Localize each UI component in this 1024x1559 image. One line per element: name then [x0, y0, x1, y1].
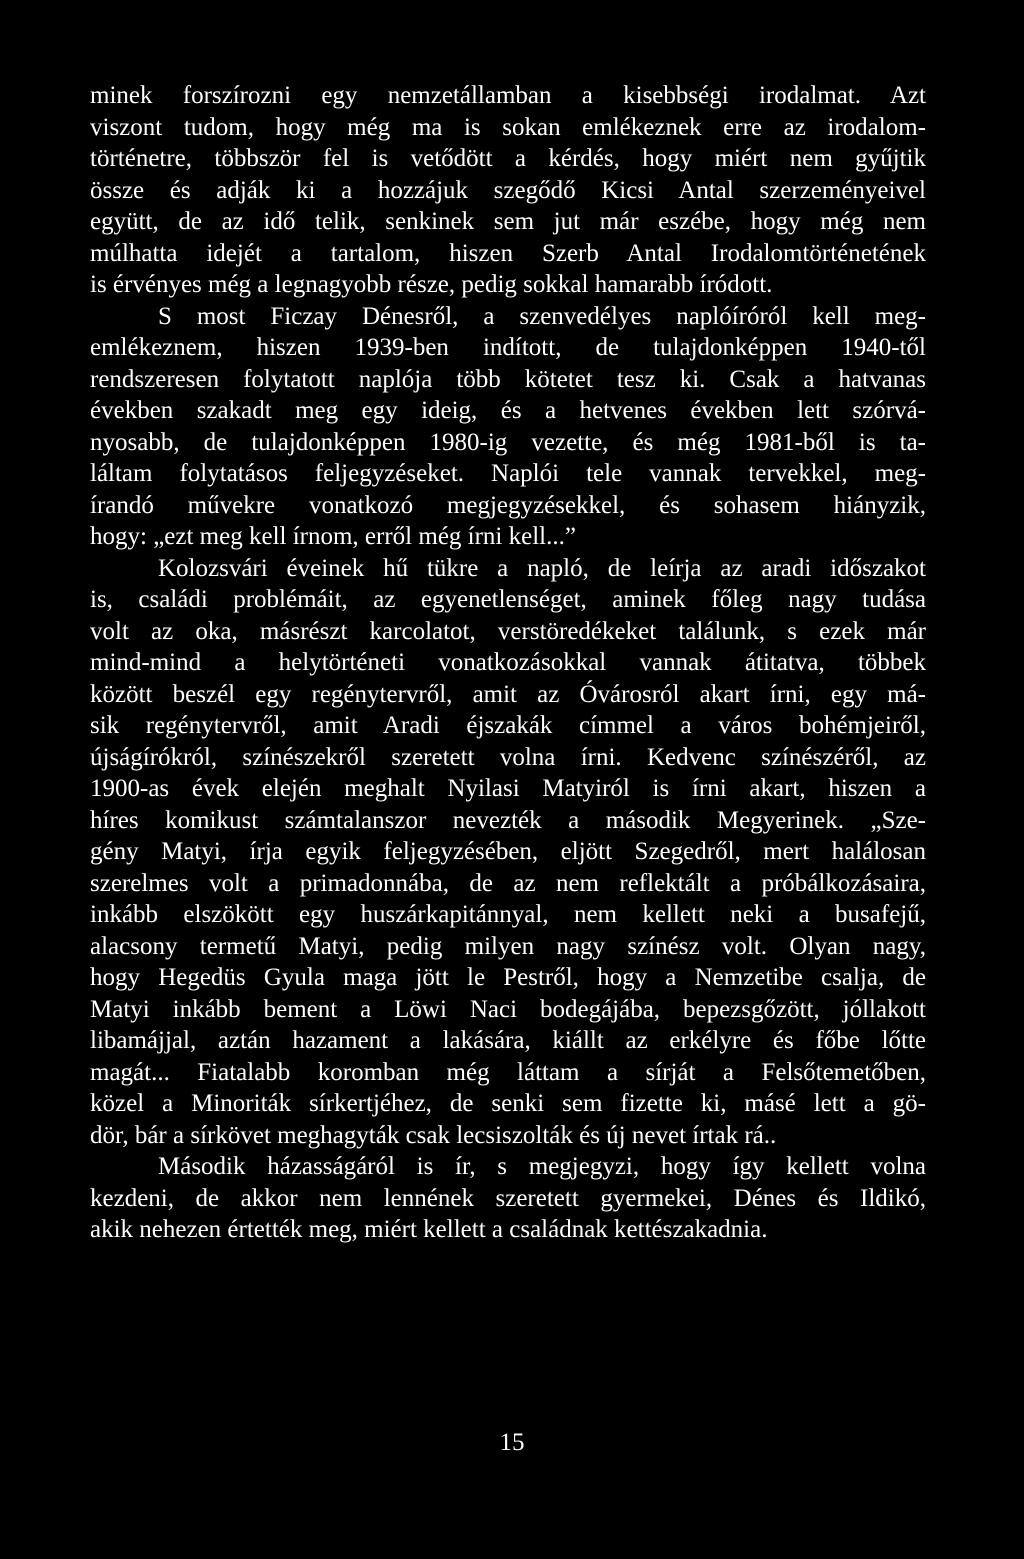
- text-line: történetre, többször fel is vetődött a kérdés, hogy miért nem gyűjtik: [90, 145, 926, 172]
- text-line: is érvényes még a legnagyobb része, pedig sokkal hamarabb íródott.: [90, 271, 773, 298]
- text-line: dör, bár a sírkövet meghagyták csak lecsiszolták és új nevet írtak rá..: [90, 1121, 777, 1149]
- text-line: akik nehezen értették meg, miért kellett a családnak kettészakadnia.: [90, 1216, 768, 1243]
- text-line: minek forszírozni egy nemzetállamban a kisebbségi irodalmat. Azt: [90, 82, 926, 109]
- text-line: rendszeresen folytatott naplója több kötetet tesz ki. Csak a hatvanas: [90, 365, 926, 393]
- text-line: gény Matyi, írja egyik feljegyzésében, eljött Szegedről, mert halálosan: [90, 838, 926, 865]
- text-line: Kolozsvári éveinek hű tükre a napló, de leírja az aradi időszakot: [158, 554, 926, 582]
- body-text: [90, 80, 926, 1246]
- text-line: inkább elszökött egy huszárkapitánnyal, nem kellett neki a busafejű,: [90, 901, 926, 928]
- text-line: nyosabb, de tulajdonképpen 1980-ig vezette, és még 1981-ből is ta-: [90, 428, 926, 456]
- text-line: sik regénytervről, amit Aradi éjszakák címmel a város bohémjeiről,: [90, 712, 926, 739]
- text-line: években szakadt meg egy ideig, és a hetvenes években lett szórvá-: [90, 397, 926, 424]
- text-line: viszont tudom, hogy még ma is sokan emlékeznek erre az irodalom-: [90, 113, 926, 141]
- text-line: közel a Minoriták sírkertjéhez, de senki sem fizette ki, másé lett a gö-: [90, 1090, 926, 1117]
- text-line: szerelmes volt a primadonnába, de az nem reflektált a próbálkozásaira,: [90, 869, 926, 897]
- text-line: 1900-as évek elején meghalt Nyilasi Matyiról is írni akart, hiszen a: [90, 775, 926, 802]
- page-number: 15: [499, 1429, 525, 1456]
- text-line: írandó művekre vonatkozó megjegyzésekkel, és sohasem hiányzik,: [90, 491, 926, 519]
- text-line: magát... Fiatalabb koromban még láttam a sírját a Felsőtemetőben,: [90, 1058, 926, 1086]
- text-line: is, családi problémáit, az egyenetlenséget, aminek főleg nagy tudása: [90, 586, 926, 613]
- text-line: láltam folytatásos feljegyzéseket. Naplói tele vannak tervekkel, meg-: [90, 460, 926, 487]
- text-line: mind-mind a helytörténeti vonatkozásokkal vannak átitatva, többek: [90, 649, 926, 676]
- text-line: össze és adják ki a hozzájuk szegődő Kicsi Antal szerzeményeivel: [90, 176, 926, 204]
- text-line: hogy: „ezt meg kell írnom, erről még írni kell...”: [90, 523, 576, 550]
- text-line: együtt, de az idő telik, senkinek sem jut már eszébe, hogy még nem: [90, 208, 926, 235]
- text-line: volt az oka, másrészt karcolatot, verstöredékeket találunk, s ezek már: [90, 617, 926, 645]
- text-line: hogy Hegedüs Gyula maga jött le Pestről, hogy a Nemzetibe csalja, de: [90, 964, 926, 991]
- text-line: Matyi inkább bement a Löwi Naci bodegájába, bepezsgőzött, jóllakott: [90, 995, 926, 1023]
- text-line: múlhatta idejét a tartalom, hiszen Szerb Antal Irodalomtörténetének: [90, 239, 926, 267]
- text-line: libamájjal, aztán hazament a lakására, kiállt az erkélyre és főbe lőtte: [90, 1027, 926, 1054]
- text-line: alacsony termetű Matyi, pedig milyen nagy színész volt. Olyan nagy,: [90, 932, 926, 960]
- text-line: Második házasságáról is ír, s megjegyzi, hogy így kellett volna: [158, 1153, 926, 1180]
- text-line: S most Ficzay Dénesről, a szenvedélyes naplóíróról kell meg-: [158, 302, 926, 330]
- text-line: kezdeni, de akkor nem lennének szeretett gyermekei, Dénes és Ildikó,: [90, 1184, 926, 1212]
- text-line: újságírókról, színészekről szeretett volna írni. Kedvenc színészéről, az: [90, 743, 926, 771]
- text-line: között beszél egy regénytervről, amit az Óvárosról akart írni, egy má-: [90, 680, 926, 708]
- text-line: híres komikust számtalanszor nevezték a második Megyerinek. „Sze-: [90, 806, 926, 834]
- text-line: emlékeznem, hiszen 1939-ben indított, de tulajdonképpen 1940-től: [90, 334, 926, 361]
